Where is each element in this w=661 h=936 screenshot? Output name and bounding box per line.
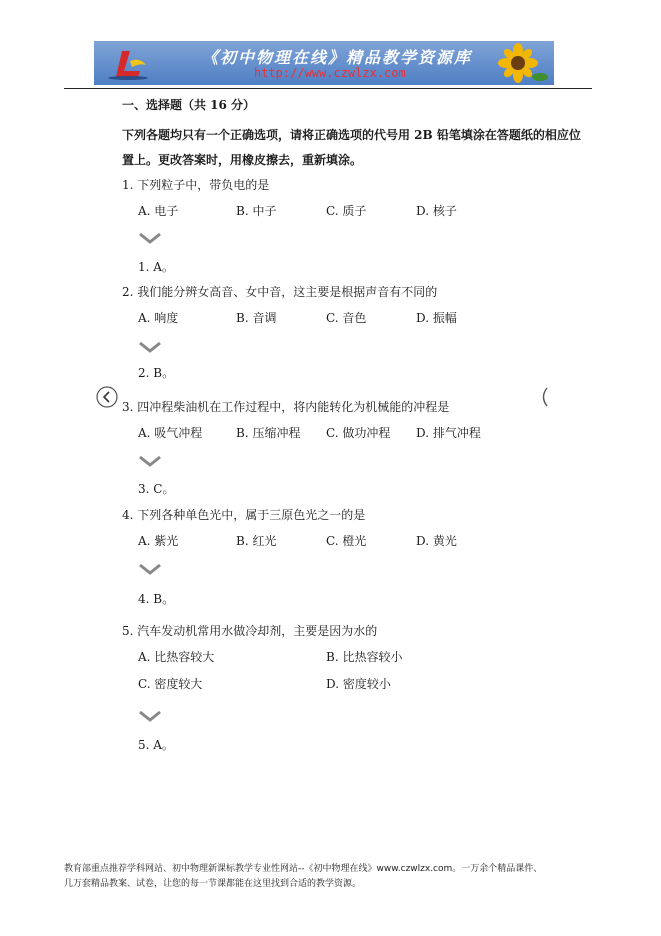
option-a: A. 吸气冲程 [138,426,203,440]
answer-text: 1. A。 [138,260,174,274]
option-a: A. 比热容较大 [138,650,215,664]
chevron-down-icon[interactable] [138,341,162,353]
answer-text: 5. A。 [138,738,174,752]
page-footer [64,862,604,892]
instruction-line-2: 置上。更改答案时，用橡皮擦去，重新填涂。 [122,153,363,167]
chevron-down-icon[interactable] [138,563,162,575]
instruction-line-1: 下列各题均只有一个正确选项，请将正确选项的代号用 2B 铅笔填涂在答题纸的相应位 [122,128,581,142]
option-b: B. 中子 [236,204,277,218]
header-rule [64,88,592,89]
footer-line-2: 几万套精品教案、试卷，让您的每一节课都能在这里找到合适的教学资源。 [64,879,362,889]
sunflower-icon [488,43,548,83]
option-a: A. 电子 [138,204,179,218]
question-stem: 4. 下列各种单色光中，属于三原色光之一的是 [122,508,366,522]
option-b: B. 音调 [236,311,277,325]
footer-line-1: 教育部重点推荐学科网站、初中物理新课标教学专业性网站--《初中物理在线》www.czwlzx.com。一万余个精品课件、 [64,864,543,874]
question-stem: 2. 我们能分辨女高音、女中音，这主要是根据声音有不同的 [122,285,438,299]
option-c: C. 密度较大 [138,677,203,691]
option-c: C. 音色 [326,311,367,325]
option-a: A. 响度 [138,311,179,325]
option-d: D. 排气冲程 [416,426,481,440]
prev-page-icon[interactable] [96,386,118,408]
chevron-down-icon[interactable] [138,455,162,467]
banner-title: 《初中物理在线》精品教学资源库 [202,48,473,67]
answer-text: 2. B。 [138,366,175,380]
option-d: D. 核子 [416,204,457,218]
option-b: B. 压缩冲程 [236,426,301,440]
section-heading: 一、选择题（共 16 分） [122,98,256,112]
option-b: B. 红光 [236,534,277,548]
option-c: C. 做功冲程 [326,426,391,440]
option-d: D. 密度较小 [326,677,391,691]
option-a: A. 紫光 [138,534,179,548]
site-logo-icon [100,47,152,81]
option-d: D. 振幅 [416,311,457,325]
option-b: B. 比热容较小 [326,650,403,664]
chevron-down-icon[interactable] [138,710,162,722]
question-stem: 3. 四冲程柴油机在工作过程中，将内能转化为机械能的冲程是 [122,400,450,414]
option-c: C. 橙光 [326,534,367,548]
banner-url[interactable]: http://www.czwlzx.com [254,66,406,80]
chevron-down-icon[interactable] [138,232,162,244]
answer-text: 4. B。 [138,592,175,606]
next-page-icon[interactable] [538,386,550,408]
option-c: C. 质子 [326,204,367,218]
question-stem: 1. 下列粒子中，带负电的是 [122,178,270,192]
option-d: D. 黄光 [416,534,457,548]
site-banner [94,41,554,85]
question-stem: 5. 汽车发动机常用水做冷却剂，主要是因为水的 [122,624,378,638]
answer-text: 3. C。 [138,482,175,496]
